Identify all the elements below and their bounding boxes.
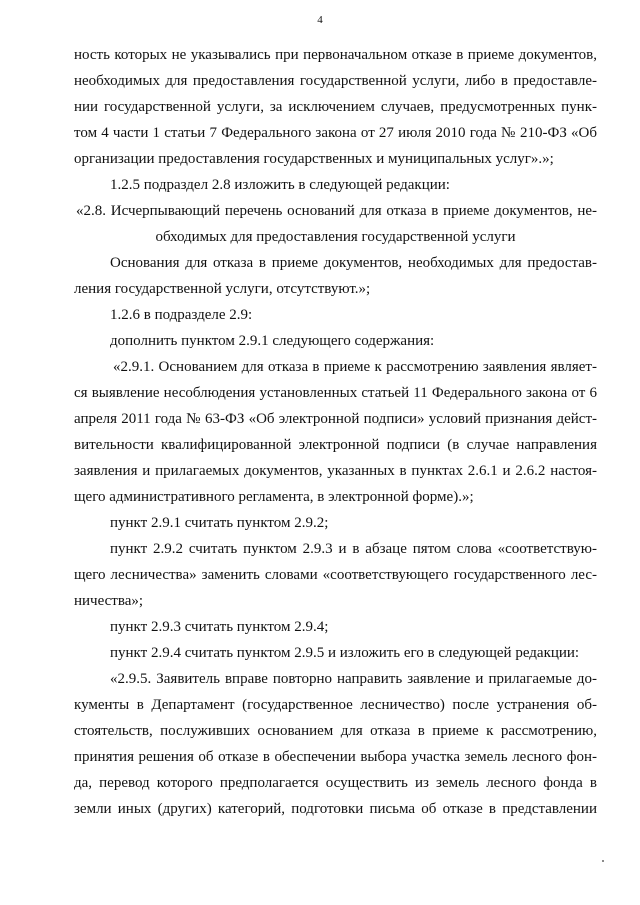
text-line: ничества»;	[74, 593, 144, 609]
text-line: да, перевод которого предполагается осуществить из земель лесного фонда в	[74, 775, 597, 791]
text-line: щего лесничества» заменить словами «соответствующего государственного лес-	[74, 567, 597, 583]
text-line: кументы в Департамент (государственное лесничество) после устранения об-	[74, 697, 597, 713]
text-line: необходимых для предоставления государственной услуги, либо в предоставле-	[74, 73, 597, 89]
text-line: пункт 2.9.3 считать пунктом 2.9.4;	[110, 619, 329, 635]
scan-speck	[602, 860, 604, 862]
page-number: 4	[317, 14, 323, 26]
text-line: пункт 2.9.1 считать пунктом 2.9.2;	[110, 515, 329, 531]
text-line: ся выявление несоблюдения установленных статьей 11 Федерального закона от 6	[74, 385, 597, 401]
text-line: стоятельств, послуживших основанием для отказа в приеме к рассмотрению,	[74, 723, 597, 739]
text-line: «2.9.5. Заявитель вправе повторно направить заявление и прилагаемые до-	[110, 671, 597, 687]
text-line: пункт 2.9.4 считать пунктом 2.9.5 и изложить его в следующей редакции:	[110, 645, 580, 661]
text-line: дополнить пунктом 2.9.1 следующего содержания:	[110, 333, 435, 349]
text-line: апреля 2011 года № 63-ФЗ «Об электронной подписи» условий признания дейст-	[74, 411, 597, 427]
text-line: том 4 части 1 статьи 7 Федерального закона от 27 июля 2010 года № 210-ФЗ «Об	[74, 125, 597, 141]
text-line: принятия решения об отказе в обеспечении выбора участка земель лесного фон-	[74, 749, 597, 765]
section-heading-line: обходимых для предоставления государственной услуги	[155, 229, 516, 245]
text-line: Основания для отказа в приеме документов, необходимых для предостав-	[110, 255, 597, 271]
text-line: вительности квалифицированной электронной подписи (в случае направления	[74, 437, 597, 453]
text-line: нии государственной услуги, за исключением случаев, предусмотренных пунк-	[74, 99, 597, 115]
text-line: 1.2.5 подраздел 2.8 изложить в следующей редакции:	[110, 177, 450, 193]
text-line: земли иных (других) категорий, подготовки письма об отказе в представлении	[74, 801, 597, 817]
text-line: 1.2.6 в подразделе 2.9:	[110, 307, 253, 323]
text-line: организации предоставления государственных и муниципальных услуг».»;	[74, 151, 554, 167]
text-line: пункт 2.9.2 считать пунктом 2.9.3 и в абзаце пятом слова «соответствую-	[110, 541, 597, 557]
text-line: ность которых не указывались при первоначальном отказе в приеме документов,	[74, 47, 597, 63]
section-heading-line: «2.8. Исчерпывающий перечень оснований для отказа в приеме документов, не-	[76, 203, 597, 219]
text-line: щего административного регламента, в электронной форме).»;	[74, 489, 474, 505]
text-line: «2.9.1. Основанием для отказа в приеме к рассмотрению заявления являет-	[113, 359, 597, 375]
text-line: ления государственной услуги, отсутствуют.»;	[74, 281, 371, 297]
text-line: заявления и прилагаемых документов, указанных в пунктах 2.6.1 и 2.6.2 настоя-	[74, 463, 597, 479]
